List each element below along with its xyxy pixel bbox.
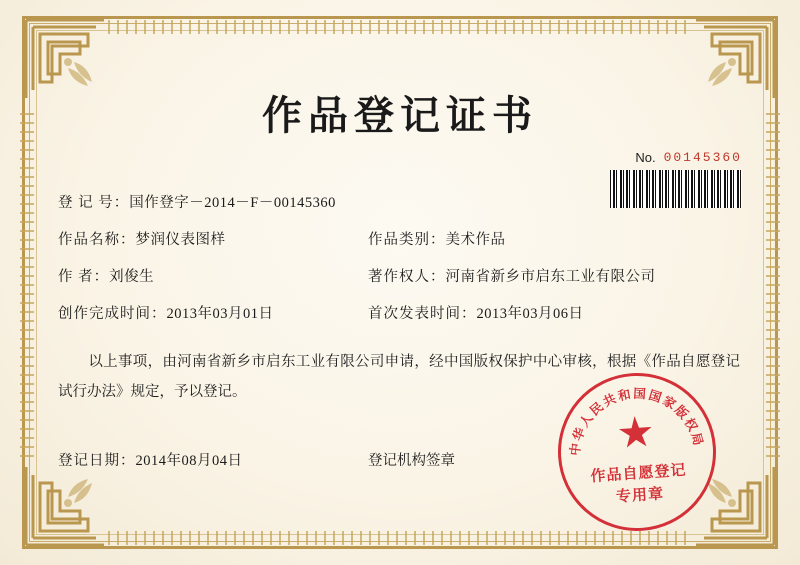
- frame-edge-top: [108, 20, 692, 34]
- frame-edge-left: [20, 108, 34, 457]
- registration-date-value: 2014年08月04日: [135, 453, 243, 469]
- work-name-cell: [58, 222, 226, 259]
- certificate-fields: [50, 185, 750, 333]
- frame-edge-right: [766, 108, 780, 457]
- first-publication-date-value: 2013年03月06日: [476, 306, 584, 322]
- registration-date-cell: [58, 441, 243, 481]
- seal-line-1: 作品自愿登记: [590, 461, 687, 486]
- field-row-author: [50, 259, 750, 296]
- copyright-owner-value: 河南省新乡市启东工业有限公司: [445, 269, 656, 285]
- official-seal: [553, 368, 722, 537]
- author-label: 作 者：: [58, 269, 110, 285]
- serial-label: No.: [635, 149, 656, 165]
- serial-number: 00145360: [663, 149, 742, 165]
- work-category-label: 作品类别：: [368, 232, 446, 248]
- first-publication-date-cell: [368, 296, 584, 333]
- work-category-value: 美术作品: [445, 232, 506, 248]
- certificate-title: 作品登记证书: [262, 93, 538, 138]
- field-row-work-name: [50, 222, 750, 259]
- copyright-owner-cell: [368, 259, 656, 296]
- author-cell: [58, 259, 154, 296]
- field-row-dates: [50, 296, 750, 333]
- work-name-value: 梦润仪表图样: [135, 232, 226, 248]
- creation-date-label: 创作完成时间：: [58, 306, 167, 322]
- field-row-registration-number: [50, 185, 750, 222]
- issuing-authority-signature-label: 登记机构签章: [368, 453, 455, 469]
- registration-date-label: 登记日期：: [58, 453, 136, 469]
- certificate-statement-text: 以上事项，由河南省新乡市启东工业有限公司申请，经中国版权保护中心审核，根据《作品自愿登记试行办法》规定，予以登记。: [58, 354, 740, 400]
- registration-number-label: 登 记 号：: [58, 195, 130, 211]
- first-publication-date-label: 首次发表时间：: [368, 306, 477, 322]
- frame-edge-bottom: [108, 531, 692, 545]
- serial-number-row: [512, 148, 742, 166]
- creation-date-cell: [58, 296, 274, 333]
- registration-number-value: 国作登字－2014－F－00145360: [129, 195, 336, 211]
- seal-line-2: 专用章: [615, 485, 665, 506]
- seal-arc-label: 中华人民共和国国家版权局: [567, 386, 706, 457]
- work-name-label: 作品名称：: [58, 232, 136, 248]
- registration-number-cell: [58, 185, 336, 222]
- author-value: 刘俊生: [109, 269, 155, 285]
- copyright-owner-label: 著作权人：: [368, 269, 446, 285]
- work-category-cell: [368, 222, 506, 259]
- creation-date-value: 2013年03月01日: [166, 306, 274, 322]
